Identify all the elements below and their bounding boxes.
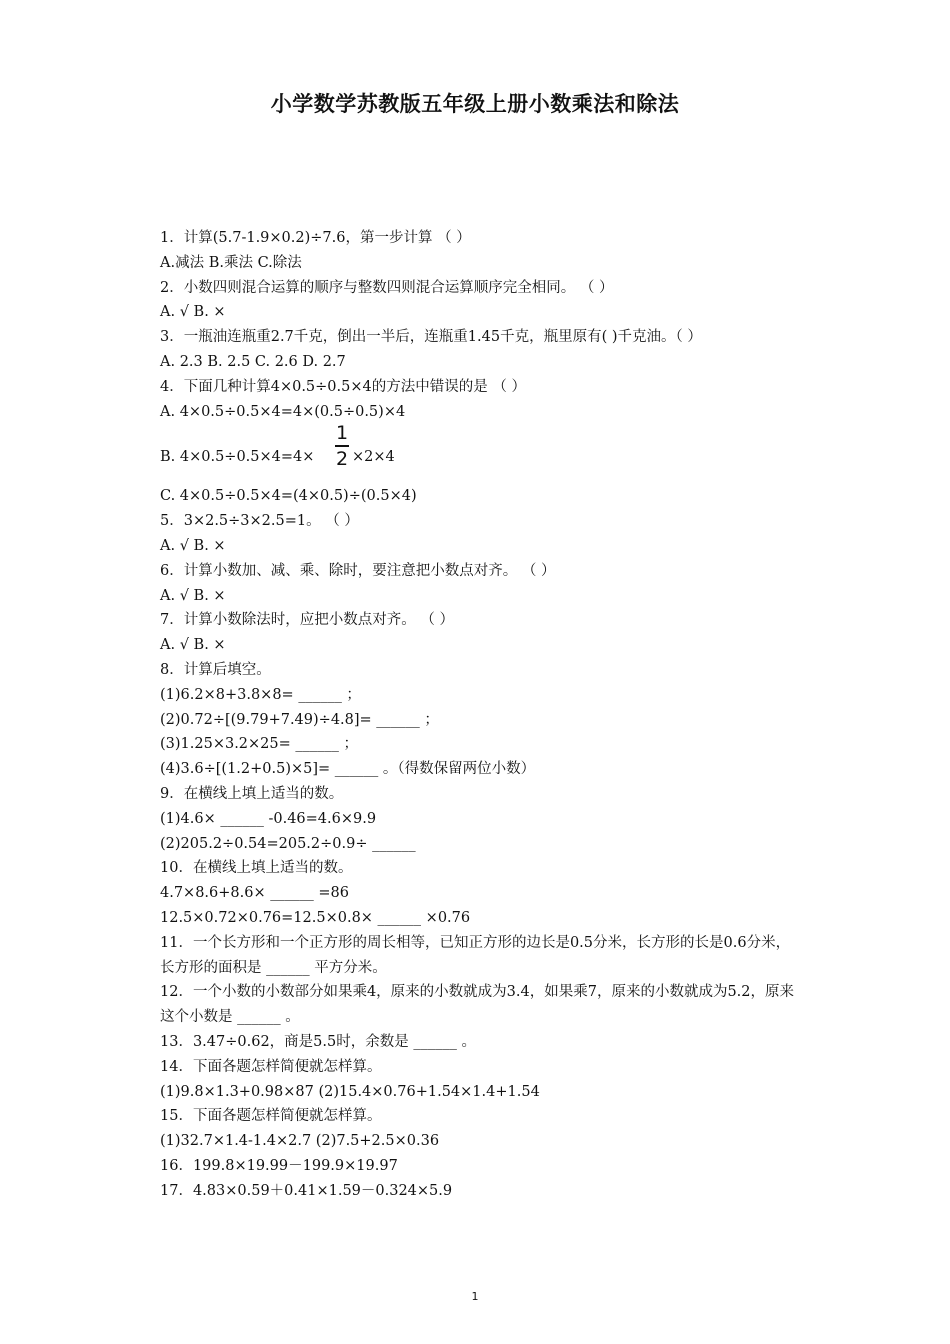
option-line: A.减法 B.乘法 C.除法 bbox=[160, 254, 302, 271]
question-line: 6．计算小数加、减、乘、除时，要注意把小数点对齐。 （ ） bbox=[160, 562, 556, 579]
option-line: A. √ B. × bbox=[160, 304, 226, 321]
question-line: 4．下面几种计算4×0.5÷0.5×4的方法中错误的是 （ ） bbox=[160, 378, 526, 395]
fraction-line-tail: ×2×4 bbox=[352, 449, 395, 466]
question-line: 15．下面各题怎样简便就怎样算。 bbox=[160, 1108, 382, 1125]
option-line-fraction bbox=[160, 424, 800, 484]
subquestion-line: (1)4.6× ______ -0.46=4.6×9.9 bbox=[160, 810, 377, 827]
question-line: 12．一个小数的小数部分如果乘4，原来的小数就成为3.4，如果乘7，原来的小数就成为5.2，原来这个小数是 ______ 。 bbox=[160, 984, 795, 1026]
question-line: 17．4.83×0.59＋0.41×1.59－0.324×5.9 bbox=[160, 1182, 453, 1199]
question-line: 1．计算(5.7-1.9×0.2)÷7.6，第一步计算 （ ） bbox=[160, 230, 471, 246]
question-line: 11．一个长方形和一个正方形的周长相等，已知正方形的边长是0.5分米，长方形的长是0.6分米，长方形的面积是 ______ 平方分米。 bbox=[160, 934, 791, 976]
question-line: 5．3×2.5÷3×2.5=1。 （ ） bbox=[160, 513, 359, 530]
page-number: 1 bbox=[471, 1290, 479, 1303]
subquestion-line: (3)1.25×3.2×25= ______ ； bbox=[160, 736, 359, 753]
subquestion-line: (1)9.8×1.3+0.98×87 (2)15.4×0.76+1.54×1.4+1.54 bbox=[160, 1083, 540, 1100]
subquestion-line: (1)6.2×8+3.8×8= ______ ； bbox=[160, 686, 361, 703]
question-line: 13．3.47÷0.62，商是5.5时，余数是 ______ 。 bbox=[160, 1033, 476, 1050]
subquestion-line: 12.5×0.72×0.76=12.5×0.8× ______ ×0.76 bbox=[160, 909, 471, 926]
question-line: 10．在横线上填上适当的数。 bbox=[160, 860, 353, 877]
question-list bbox=[160, 226, 800, 1203]
option-line: A. 4×0.5÷0.5×4=4×(0.5÷0.5)×4 bbox=[160, 403, 406, 420]
option-line: A. √ B. × bbox=[160, 587, 226, 604]
fraction-bar bbox=[335, 445, 349, 447]
question-line: 3．一瓶油连瓶重2.7千克，倒出一半后，连瓶重1.45千克，瓶里原有( )千克油。（ ） bbox=[160, 329, 702, 346]
question-line: 16．199.8×19.99－199.9×19.97 bbox=[160, 1157, 398, 1174]
fraction-line-lead: B. 4×0.5÷0.5×4=4× bbox=[160, 449, 315, 466]
fraction-one-half bbox=[335, 422, 349, 470]
subquestion-line: (4)3.6÷[(1.2+0.5)×5]= ______ 。（得数保留两位小数） bbox=[160, 761, 536, 778]
question-line: 7．计算小数除法时，应把小数点对齐。 （ ） bbox=[160, 612, 454, 629]
subquestion-line: (1)32.7×1.4-1.4×2.7 (2)7.5+2.5×0.36 bbox=[160, 1133, 440, 1150]
subquestion-line: (2)0.72÷[(9.79+7.49)÷4.8]= ______ ； bbox=[160, 711, 439, 728]
page-title: 小学数学苏教版五年级上册小数乘法和除法 bbox=[270, 92, 680, 116]
question-line: 2．小数四则混合运算的顺序与整数四则混合运算顺序完全相同。 （ ） bbox=[160, 279, 614, 296]
option-line: A. √ B. × bbox=[160, 637, 226, 654]
subquestion-line: (2)205.2÷0.54=205.2÷0.9÷ ______ bbox=[160, 835, 416, 852]
question-line: 9．在横线上填上适当的数。 bbox=[160, 785, 344, 802]
option-line: C. 4×0.5÷0.5×4=(4×0.5)÷(0.5×4) bbox=[160, 488, 417, 505]
subquestion-line: 4.7×8.6+8.6× ______ =86 bbox=[160, 885, 349, 902]
fraction-numerator: 1 bbox=[335, 422, 349, 445]
question-line: 14．下面各题怎样简便就怎样算。 bbox=[160, 1058, 382, 1075]
fraction-denominator: 2 bbox=[335, 447, 349, 470]
option-line: A. √ B. × bbox=[160, 537, 226, 554]
question-line: 8．计算后填空。 bbox=[160, 661, 271, 678]
option-line: A. 2.3 B. 2.5 C. 2.6 D. 2.7 bbox=[160, 353, 346, 370]
